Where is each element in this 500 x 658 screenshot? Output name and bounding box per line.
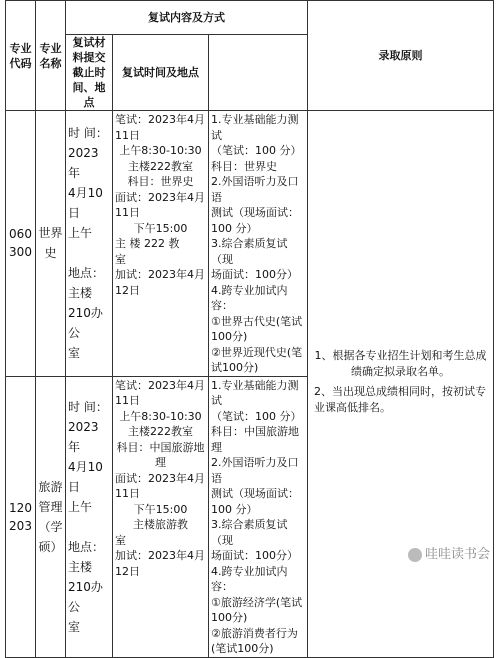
content-line: 100 分） — [211, 221, 258, 235]
schedule-line: 主楼旅游教 — [133, 518, 188, 531]
principle-item-1: 1、根据各专业招生计划和考生总成绩确定拟录取名单。 — [314, 348, 487, 378]
schedule-line: 笔试：2023年4月 — [115, 113, 205, 126]
material-line: 2023年 — [68, 146, 99, 181]
material-line: 210办公 — [68, 306, 103, 341]
content-line: 4.跨专业加试内容： — [211, 564, 288, 593]
content-line: 3.综合素质复试（现 — [211, 518, 288, 547]
material-line: 室 — [68, 346, 81, 361]
schedule-line: 11日 — [115, 394, 140, 407]
major-name-cell: 世界史 — [36, 111, 66, 377]
exam-time-place-cell — [113, 111, 209, 377]
schedule-line: 下午15:00 — [133, 221, 188, 235]
header-major-code: 专业代码 — [6, 1, 36, 111]
schedule-line: 主楼222教室 — [128, 425, 193, 438]
content-line: 科目：世界史 — [211, 159, 277, 173]
major-code-cell: 060300 — [6, 111, 36, 377]
content-line: 100分) — [211, 611, 248, 624]
schedule-line: 加试：2023年4月 — [115, 549, 205, 562]
schedule-line: 11日 — [115, 206, 140, 219]
content-line: 场面试：100分） — [211, 268, 298, 281]
material-line — [68, 517, 110, 537]
schedule-line: 室 — [115, 252, 126, 266]
content-line: 场面试：100分） — [211, 549, 298, 562]
material-line: 上午 — [68, 226, 93, 241]
watermark-text: 哇哇读书会 — [424, 547, 490, 562]
material-deadline-cell — [66, 376, 113, 657]
watermark — [408, 543, 490, 562]
exam-content-cell — [209, 376, 308, 657]
content-line: 1.专业基础能力测试 — [211, 378, 299, 407]
principle-item-2: 2、当出现总成绩相同时，按初试专业课高低排名。 — [314, 384, 487, 414]
material-line: 室 — [68, 619, 81, 634]
content-line: ①旅游经济学(笔试 — [211, 595, 303, 609]
material-line: 4月10日 — [68, 186, 103, 221]
material-line: 2023年 — [68, 419, 99, 454]
content-line: 理 — [211, 440, 222, 454]
content-line: 100分) — [211, 330, 248, 343]
schedule-line: 下午15:00 — [133, 502, 188, 516]
material-line: 上午 — [68, 499, 93, 514]
header-admission-principle: 录取原则 — [308, 1, 494, 111]
schedule-line: 12日 — [115, 283, 140, 297]
material-line: 210办公 — [68, 579, 103, 614]
header-material-deadline: 复试材料提交截止时间、地点 — [66, 35, 113, 111]
schedule-line: 主 楼 222 教 — [115, 237, 180, 250]
content-line: （笔试：100 分） — [211, 409, 302, 423]
major-code-cell: 120203 — [6, 376, 36, 657]
schedule-line: 室 — [115, 533, 126, 547]
major-name-cell: 旅游管理（学硕） — [36, 376, 66, 657]
schedule-line: 11日 — [115, 128, 140, 142]
content-line: 100 分） — [211, 502, 258, 516]
material-line: 地点：主楼 — [68, 266, 105, 301]
content-line: 测试（现场面试： — [211, 206, 299, 219]
schedule-line: 上午8:30-10:30 — [119, 409, 202, 423]
content-line: （笔试：100 分） — [211, 144, 302, 157]
content-line: ②旅游消费者行为 — [211, 626, 298, 640]
header-exam-content: 复试内容及方式 — [66, 1, 308, 35]
content-line: 3.综合素质复试（现 — [211, 237, 288, 266]
header-major-name: 专业名称 — [36, 1, 66, 111]
schedule-line: 理 — [155, 456, 166, 469]
schedule-line: 上午8:30-10:30 — [119, 144, 202, 157]
schedule-line: 科目：世界史 — [127, 175, 194, 188]
content-line: 1.专业基础能力测试 — [211, 113, 299, 142]
table-row — [6, 111, 494, 377]
material-line: 4月10日 — [68, 459, 103, 494]
schedule-line: 11日 — [115, 487, 140, 500]
schedule-line: 笔试：2023年4月 — [115, 378, 205, 392]
schedule-line: 主楼222教室 — [128, 159, 193, 173]
exam-time-place-cell — [113, 376, 209, 657]
schedule-line: 加试：2023年4月 — [115, 268, 205, 281]
header-exam-content-detail — [209, 35, 308, 111]
admission-principle-cell — [308, 111, 494, 658]
content-line: 科目：中国旅游地 — [211, 425, 299, 438]
schedule-line: 科目：中国旅游地 — [116, 440, 205, 454]
schedule-line: 面试：2023年4月 — [115, 471, 205, 485]
header-exam-time-place: 复试时间及地点 — [113, 35, 209, 111]
content-line: ②世界近现代史(笔试100分) — [211, 345, 303, 374]
content-line: 2.外国语听力及口语 — [211, 175, 299, 204]
watermark-logo-icon — [408, 548, 422, 562]
material-line: 地点：主楼 — [68, 539, 105, 574]
material-line — [68, 243, 110, 263]
material-deadline-cell — [66, 111, 113, 377]
material-line: 时 间： — [68, 126, 108, 141]
material-line: 时 间： — [68, 399, 108, 414]
exam-content-cell — [209, 111, 308, 377]
schedule-line: 面试：2023年4月 — [115, 190, 205, 204]
schedule-line: 12日 — [115, 564, 140, 578]
content-line: 测试（现场面试： — [211, 487, 299, 500]
content-line: 4.跨专业加试内容： — [211, 283, 288, 312]
content-line: ①世界古代史(笔试 — [211, 314, 303, 328]
content-line: (笔试100分) — [211, 642, 274, 655]
content-line: 2.外国语听力及口语 — [211, 456, 299, 485]
